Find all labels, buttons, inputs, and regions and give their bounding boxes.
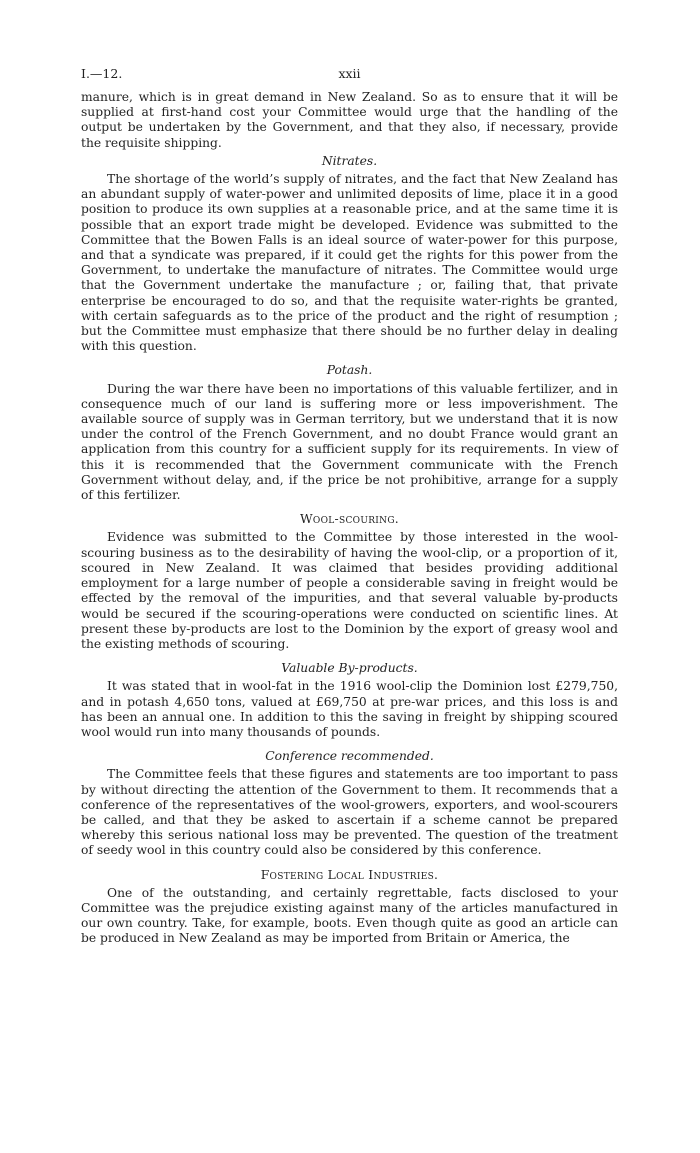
document-reference: I.—12.: [81, 66, 123, 81]
valuable-byproducts-heading: Valuable By-products.: [281, 661, 418, 676]
fostering-paragraph: One of the outstanding, and certainly regrettable, facts disclosed to your Committee was the prejudice existing against many of the articles manufactured in our own country. Take, for example, boots. Even though quite as good an article can be produced in New Zealand as may be imported from Britain or America, the: [81, 885, 618, 946]
page-number: xxii: [338, 66, 361, 81]
page-header: [81, 66, 618, 90]
valuable-byproducts-paragraph: It was stated that in wool-fat in the 1916 wool-clip the Dominion lost £279,750, and in potash 4,650 tons, valued at £69,750 at pre-war prices, and this loss is and has been an annual one. In addition to this the saving in freight by shipping scoured wool would run into many thousands of pounds.: [81, 679, 618, 739]
wool-scouring-heading: Wool-scouring.: [299, 512, 400, 527]
fostering-heading: Fostering Local Industries.: [260, 867, 439, 882]
document-page: [81, 66, 618, 947]
nitrates-paragraph: The shortage of the world’s supply of nitrates, and the fact that New Zealand has an abundant supply of water-power and unlimited deposits of lime, place it in a good position to produce its own supplies at a reasonable price, and at the same time it is possible that an export trade might be developed. Evidence was submitted to the Committee that the Bowen Falls is an ideal source of water-power for this purpose, and that a syndicate was prepared, if it could get the rights for this power from the Government, to undertake the manufacture of nitrates. The Committee would urge that the Government undertake the manufacture ; or, failing that, that private enterprise be encouraged to do so, and that the requisite water-rights be granted, with certain safeguards as to the price of the product and the right of resumption ; but the Committee must emphasize that there should be no further delay in dealing with this question.: [81, 172, 618, 354]
wool-scouring-paragraph: Evidence was submitted to the Committee by those interested in the wool-scouring business as to the desirability of having the wool-clip, or a proportion of it, scoured in New Zealand. It was claimed that besides providing additional employment for a large number of people a considerable saving in freight would be effected by the removal of the impurities, and that several valuable by-products would be secured if the scouring-operations were conducted on scientific lines. At present these by-products are lost to the Dominion by the export of greasy wool and the existing methods of scouring.: [81, 530, 618, 651]
nitrates-heading: Nitrates.: [321, 153, 378, 168]
conference-heading: Conference recommended.: [265, 749, 434, 764]
potash-paragraph: During the war there have been no importations of this valuable fertilizer, and in consequence much of our land is suffering more or less impoverishment. The available source of supply was in German territory, but we understand that it is now under the control of the French Government, and no doubt France would grant an application from this country for a sufficient supply for its requirements. In view of this it is recommended that the Government communicate with the French Government without delay, and, if the price be not prohibitive, arrange for a supply of this fertilizer.: [81, 381, 618, 503]
conference-paragraph: The Committee feels that these figures and statements are too important to pass by without directing the attention of the Government to them. It recommends that a conference of the representatives of the wool-growers, exporters, and wool-scourers be called, and that they be asked to ascertain if a scheme cannot be prepared whereby this serious national loss may be prevented. The question of the treatment of seedy wool in this country could also be considered by this conference.: [81, 767, 618, 858]
intro-paragraph: manure, which is in great demand in New Zealand. So as to ensure that it will be supplied at first-hand cost your Committee would urge that the handling of the output be undertaken by the Government, and that they also, if necessary, provide the requisite shipping.: [81, 90, 618, 150]
potash-heading: Potash.: [326, 363, 373, 378]
